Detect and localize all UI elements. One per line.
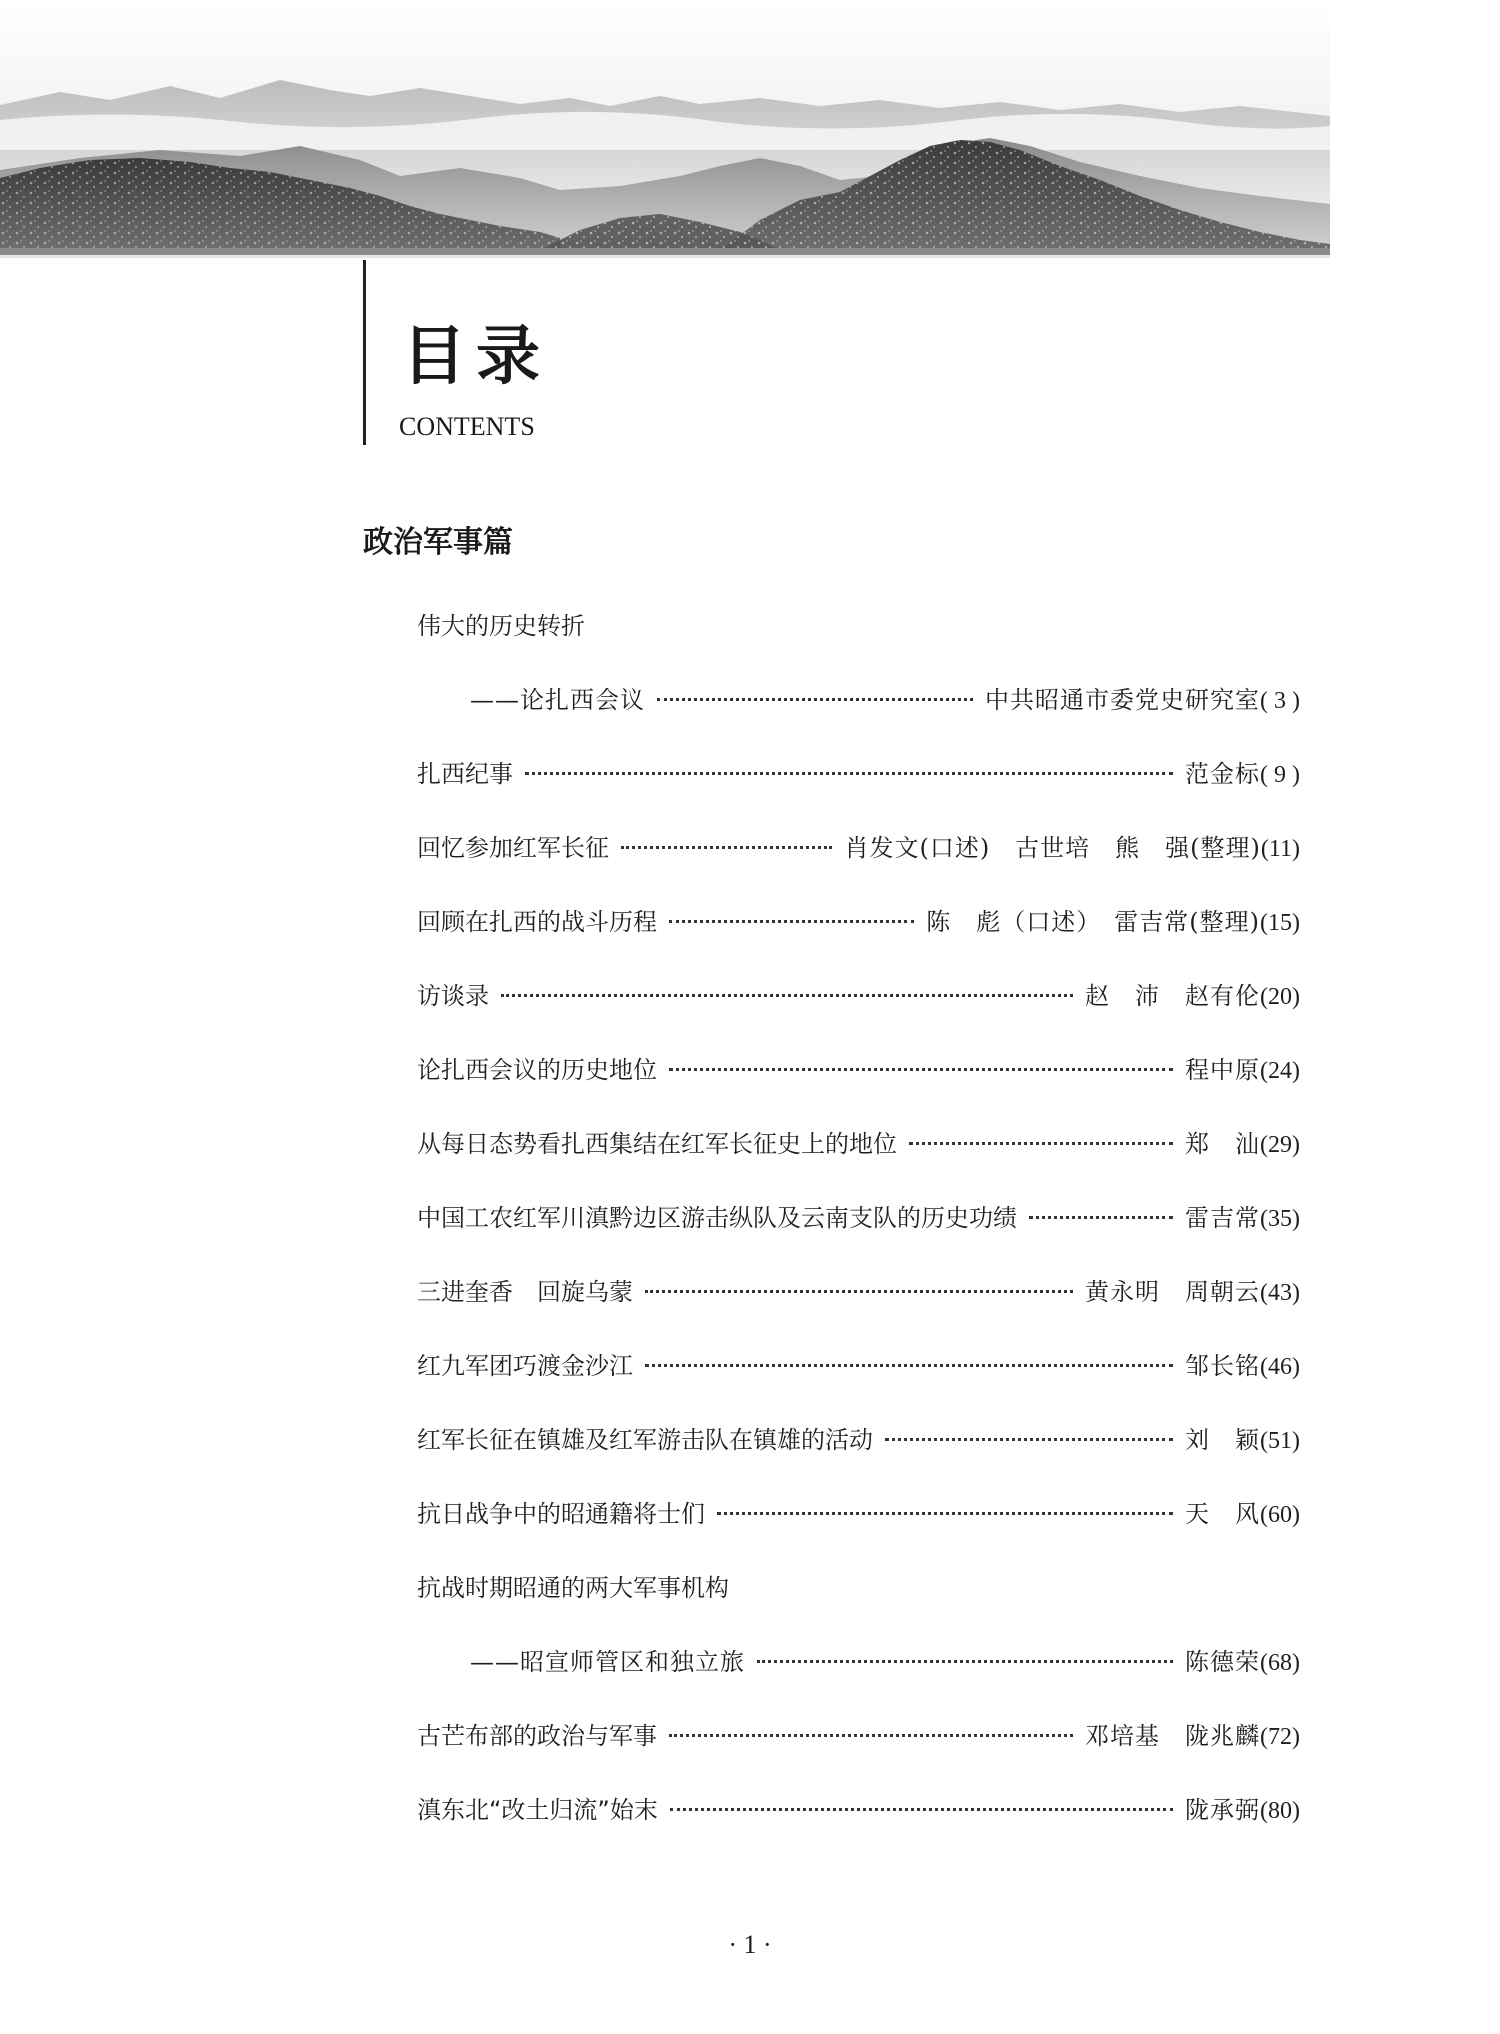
toc-entry-title: 抗日战争中的昭通籍将士们 <box>417 1500 705 1528</box>
toc-entry[interactable] <box>417 1422 1300 1458</box>
dot-leader <box>501 994 1073 997</box>
toc-entry-title: 论扎西会议的历史地位 <box>417 1056 657 1084</box>
toc-entry-author: 赵 沛 赵有伦 <box>1085 982 1261 1010</box>
toc-entry-page: (43) <box>1260 1280 1300 1306</box>
toc-entry[interactable] <box>417 1792 1300 1828</box>
dot-leader <box>669 920 914 923</box>
toc-entry-author: 刘 颖 <box>1185 1426 1261 1454</box>
dot-leader <box>909 1142 1173 1145</box>
toc-entry-page: (72) <box>1260 1724 1300 1750</box>
toc-entry-title: 伟大的历史转折 <box>417 612 585 640</box>
toc-entry-page: (29) <box>1260 1132 1300 1158</box>
toc-entry-author: 范金标 <box>1185 760 1261 788</box>
toc-entry-title: 中国工农红军川滇黔边区游击纵队及云南支队的历史功绩 <box>417 1204 1017 1232</box>
toc-entry-title: 抗战时期昭通的两大军事机构 <box>417 1574 729 1602</box>
toc-entry-author: 天 风 <box>1185 1500 1261 1528</box>
toc-entry-title: 扎西纪事 <box>417 760 513 788</box>
dot-leader <box>645 1290 1073 1293</box>
dot-leader <box>657 698 973 701</box>
toc-entry-title: 从每日态势看扎西集结在红军长征史上的地位 <box>417 1130 897 1158</box>
toc-entry[interactable] <box>417 1570 1300 1606</box>
toc-entry-title: 回忆参加红军长征 <box>417 834 609 862</box>
dot-leader <box>621 846 832 849</box>
toc-entry[interactable] <box>417 1126 1300 1162</box>
toc-entry-title: ——论扎西会议 <box>470 686 645 714</box>
toc-entry-author: 中共昭通市委党史研究室 <box>985 686 1261 714</box>
toc-entry-author: 邹长铭 <box>1185 1352 1261 1380</box>
toc-entry-page: (35) <box>1260 1206 1300 1232</box>
toc-entry[interactable] <box>417 1274 1300 1310</box>
page-title: 目录 <box>402 320 550 394</box>
toc-entry-page: (68) <box>1260 1650 1300 1676</box>
toc-entry-author: 陈 彪（口述） 雷吉常(整理) <box>926 908 1261 936</box>
toc-entry[interactable] <box>417 756 1300 792</box>
toc-entry-title: 红军长征在镇雄及红军游击队在镇雄的活动 <box>417 1426 873 1454</box>
toc-entry[interactable] <box>417 1052 1300 1088</box>
dot-leader <box>717 1512 1173 1515</box>
toc-entry-page: (51) <box>1260 1428 1300 1454</box>
toc-entry[interactable] <box>470 682 1300 718</box>
dot-leader <box>669 1068 1173 1071</box>
toc-entry-author: 陈德荣 <box>1185 1648 1261 1676</box>
toc-entry-title: 三进奎香 回旋乌蒙 <box>417 1278 633 1306</box>
dot-leader <box>757 1660 1173 1663</box>
toc-entry-page: (11) <box>1260 836 1300 862</box>
toc-entry[interactable] <box>470 1644 1300 1680</box>
toc-entry[interactable] <box>417 1718 1300 1754</box>
toc-entry-title: 滇东北“改土归流”始末 <box>417 1796 658 1824</box>
toc-entry-page: (20) <box>1260 984 1300 1010</box>
toc-entry-page: (80) <box>1260 1798 1300 1824</box>
toc-entry-author: 肖发文(口述) 古世培 熊 强(整理) <box>844 834 1261 862</box>
toc-entry-author: 雷吉常 <box>1185 1204 1261 1232</box>
toc-entry[interactable] <box>417 904 1300 940</box>
toc-entry-title: 红九军团巧渡金沙江 <box>417 1352 633 1380</box>
toc-entry-page: ( 3 ) <box>1260 688 1300 714</box>
banner-rule <box>0 248 1330 255</box>
toc-entry-author: 郑 汕 <box>1185 1130 1261 1158</box>
toc-entry-title: ——昭宣师管区和独立旅 <box>470 1648 745 1676</box>
dot-leader <box>885 1438 1173 1441</box>
dot-leader <box>670 1808 1173 1811</box>
title-vertical-rule <box>363 260 366 445</box>
toc-entry-title: 回顾在扎西的战斗历程 <box>417 908 657 936</box>
toc-entry[interactable] <box>417 1348 1300 1384</box>
dot-leader <box>525 772 1173 775</box>
section-title: 政治军事篇 <box>363 525 513 560</box>
toc-entry-author: 黄永明 周朝云 <box>1085 1278 1261 1306</box>
toc-entry[interactable] <box>417 978 1300 1014</box>
toc-entry[interactable] <box>417 1496 1300 1532</box>
toc-entry-page: ( 9 ) <box>1260 762 1300 788</box>
toc-entry-author: 邓培基 陇兆麟 <box>1085 1722 1261 1750</box>
mountain-banner <box>0 0 1330 258</box>
toc-entry-title: 古芒布部的政治与军事 <box>417 1722 657 1750</box>
toc-entry-author: 程中原 <box>1185 1056 1261 1084</box>
toc-entry[interactable] <box>417 608 1300 644</box>
dot-leader <box>1029 1216 1173 1219</box>
dot-leader <box>669 1734 1073 1737</box>
toc-entry[interactable] <box>417 1200 1300 1236</box>
toc-entry-page: (15) <box>1260 910 1300 936</box>
dot-leader <box>645 1364 1173 1367</box>
toc-entry-page: (60) <box>1260 1502 1300 1528</box>
toc-entry-author: 陇承弼 <box>1185 1796 1261 1824</box>
toc-entry-page: (46) <box>1260 1354 1300 1380</box>
toc-entry-page: (24) <box>1260 1058 1300 1084</box>
toc-entry-title: 访谈录 <box>417 982 489 1010</box>
toc-entry[interactable] <box>417 830 1300 866</box>
page-subtitle-en: CONTENTS <box>399 412 535 441</box>
page-number: · 1 · <box>728 1930 772 1959</box>
